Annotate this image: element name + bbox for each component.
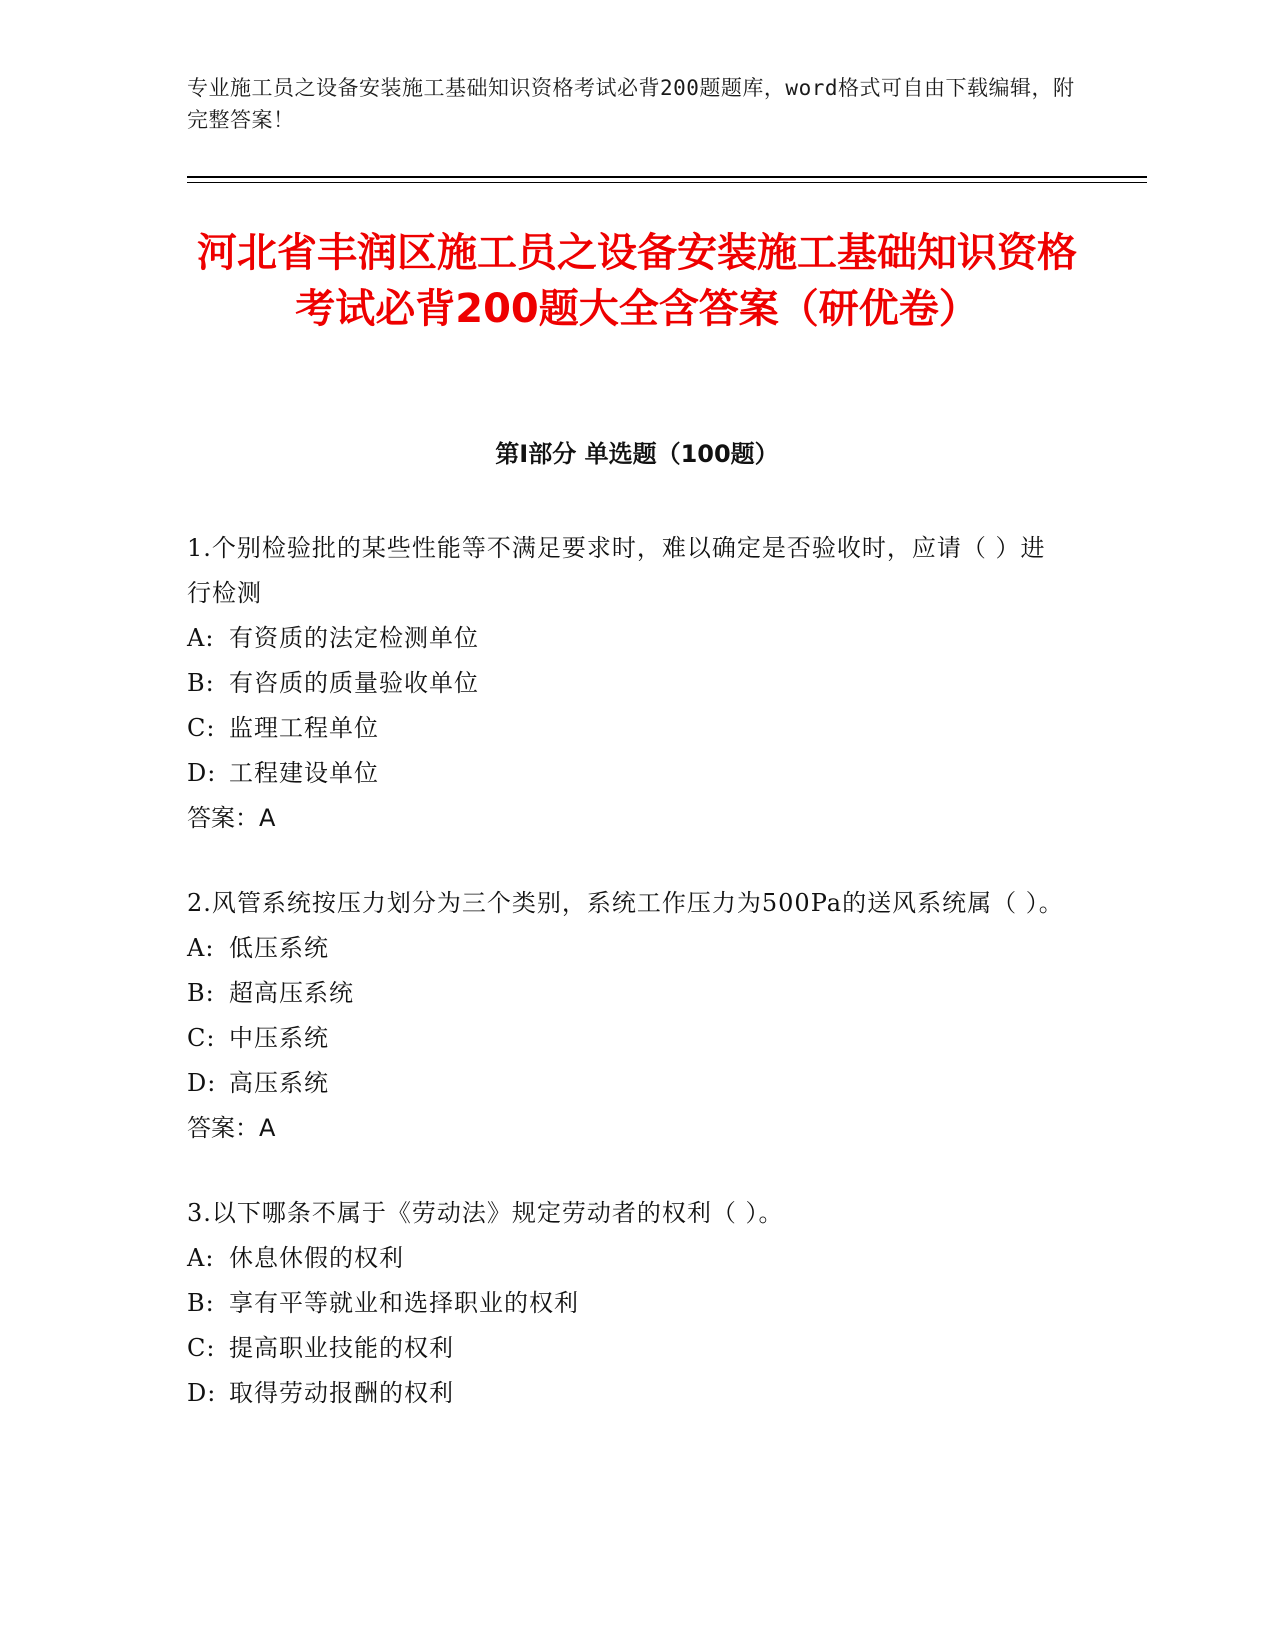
question-1 — [187, 526, 1067, 841]
question-list — [187, 526, 1067, 1456]
option-letter: D: — [187, 1069, 217, 1097]
option-c — [187, 1326, 1067, 1371]
option-b — [187, 661, 1067, 706]
option-a — [187, 616, 1067, 661]
option-text: 工程建设单位 — [229, 759, 379, 787]
header-rule-thick — [187, 176, 1147, 178]
option-c — [187, 706, 1067, 751]
option-d — [187, 1371, 1067, 1416]
option-letter: A: — [187, 624, 215, 652]
option-text: 有咨质的质量验收单位 — [229, 669, 479, 697]
option-text: 享有平等就业和选择职业的权利 — [229, 1289, 579, 1317]
header-rule-thin — [187, 182, 1147, 183]
option-text: 高压系统 — [229, 1069, 329, 1097]
option-a — [187, 1236, 1067, 1281]
header-note: 专业施工员之设备安装施工基础知识资格考试必背200题题库，word格式可自由下载编辑，附完整答案！ — [187, 76, 1075, 132]
option-letter: B: — [187, 669, 215, 697]
option-letter: C: — [187, 1334, 216, 1362]
option-letter: B: — [187, 1289, 215, 1317]
option-text: 取得劳动报酬的权利 — [229, 1379, 454, 1407]
document-title: 河北省丰润区施工员之设备安装施工基础知识资格考试必背200题大全含答案（研优卷） — [197, 230, 1077, 332]
question-2 — [187, 881, 1067, 1151]
option-d — [187, 1061, 1067, 1106]
option-letter: D: — [187, 759, 217, 787]
question-text: 1.个别检验批的某些性能等不满足要求时，难以确定是否验收时，应请（ ）进行检测 — [187, 534, 1046, 607]
option-c — [187, 1016, 1067, 1061]
option-letter: C: — [187, 714, 216, 742]
option-b — [187, 1281, 1067, 1326]
option-letter: A: — [187, 934, 215, 962]
option-text: 监理工程单位 — [229, 714, 379, 742]
option-text: 提高职业技能的权利 — [229, 1334, 454, 1362]
section-title: 第I部分 单选题（100题） — [495, 440, 779, 468]
question-text: 3.以下哪条不属于《劳动法》规定劳动者的权利（ ）。 — [187, 1199, 784, 1227]
option-letter: C: — [187, 1024, 216, 1052]
answer-line: 答案：A — [187, 804, 276, 832]
option-letter: A: — [187, 1244, 215, 1272]
option-text: 中压系统 — [229, 1024, 329, 1052]
option-b — [187, 971, 1067, 1016]
option-d — [187, 751, 1067, 796]
question-3 — [187, 1191, 1067, 1416]
option-text: 有资质的法定检测单位 — [229, 624, 479, 652]
option-letter: D: — [187, 1379, 217, 1407]
option-text: 休息休假的权利 — [229, 1244, 404, 1272]
question-text: 2.风管系统按压力划分为三个类别，系统工作压力为500Pa的送风系统属（ ）。 — [187, 889, 1064, 917]
option-letter: B: — [187, 979, 215, 1007]
option-text: 低压系统 — [229, 934, 329, 962]
answer-line: 答案：A — [187, 1114, 276, 1142]
option-text: 超高压系统 — [229, 979, 354, 1007]
option-a — [187, 926, 1067, 971]
